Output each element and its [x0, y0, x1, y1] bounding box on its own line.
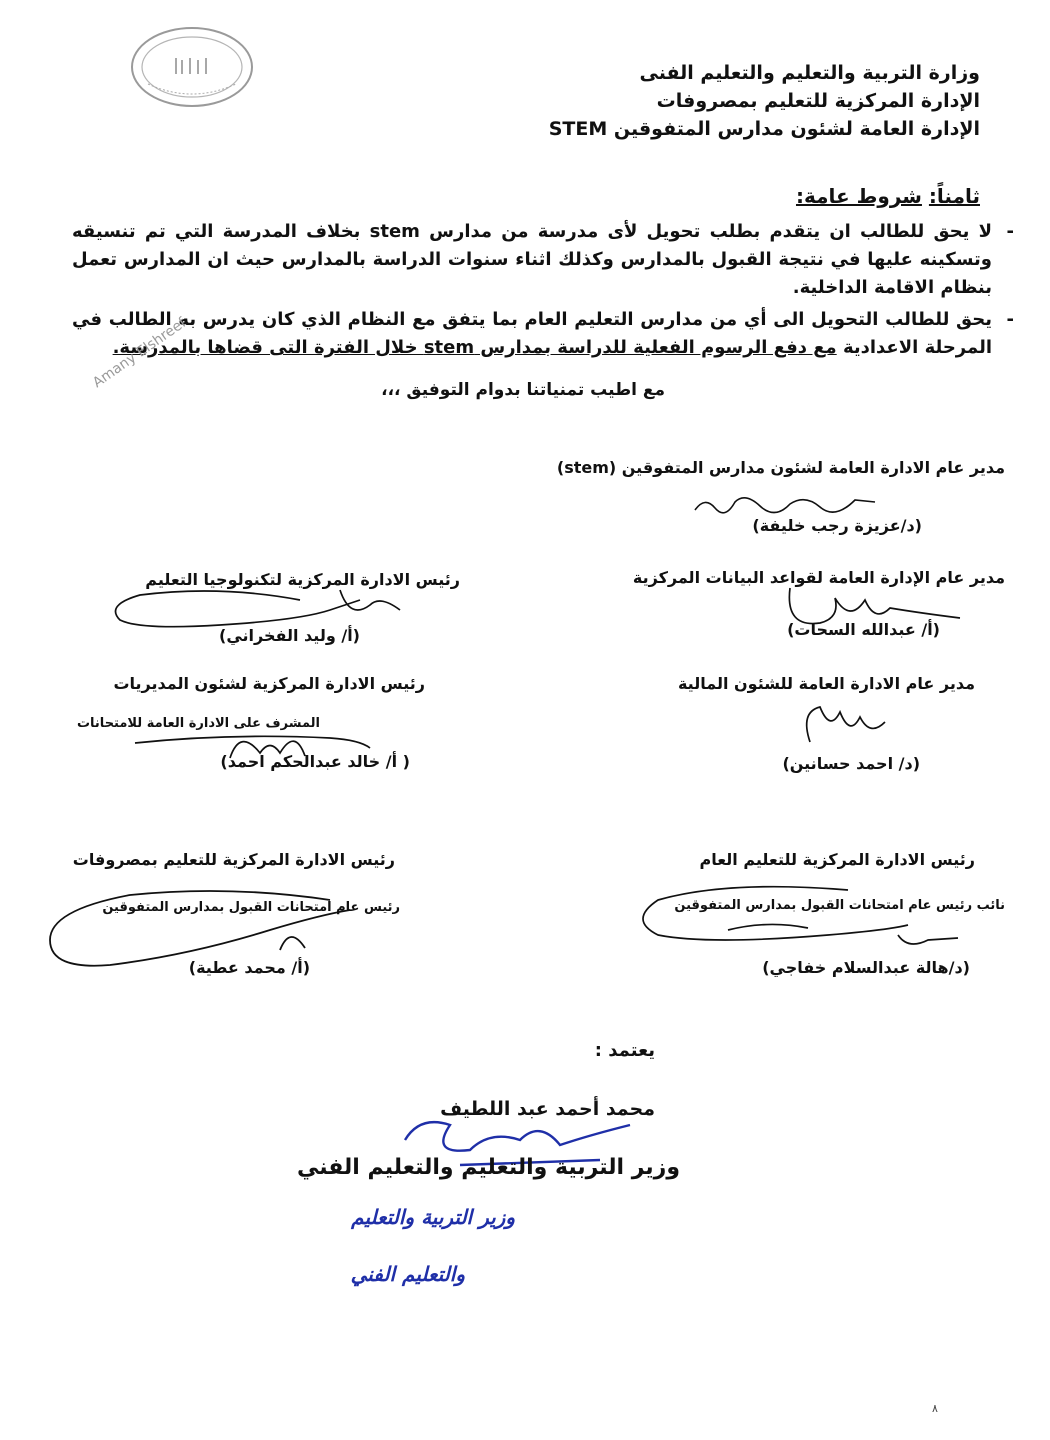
database-director-name: (أ/ عبدالله السحات) — [787, 620, 940, 639]
general-ed-head-subtitle: نائب رئيس عام امتحانات القبول بمدارس المتفوقين — [674, 898, 1005, 913]
condition-text-1: لا يحق للطالب ان يتقدم بطلب تحويل لأى مدرسة من مدارس stem بخلاف المدرسة التي تم تنسيقه وتسكينه عليها في نتيجة القبول بالمدارس وكذلك اثناء سنوات الدراسة بالمدارس حيث ان المدارس تعمل بنظام الاقامة الداخلية. — [72, 221, 992, 298]
condition-text-2-underlined: مع دفع الرسوم الفعلية للدراسة بمدارس stem خلال الفترة التى قضاها بالمدرسة. — [112, 337, 837, 358]
minister-stamp-line-1: وزير التربية والتعليم — [351, 1205, 515, 1229]
approval-label: يعتمد : — [594, 1040, 655, 1061]
header-ministry: وزارة التربية والتعليم والتعليم الفنى — [639, 62, 980, 84]
header-central-admin: الإدارة المركزية للتعليم بمصروفات — [656, 90, 980, 112]
paid-ed-head-name: (أ/ محمد عطية) — [188, 958, 310, 977]
general-ed-head-name: (د/هالة عبدالسلام خفاجي) — [762, 958, 970, 977]
minister-stamp-line-2: والتعليم الفني — [350, 1262, 465, 1286]
page-number: ٨ — [932, 1402, 938, 1415]
condition-paragraph-2 — [72, 306, 1014, 362]
handwritten-signature-icon — [628, 880, 1008, 960]
header-general-admin: الإدارة العامة لشئون مدارس المتفوقين STEM — [548, 118, 980, 140]
condition-text-2: يحق للطالب التحويل الى أي من مدارس التعليم العام بما يتفق مع النظام الذي كان يدرس به الطالب في المرحلة الاعدادية — [72, 309, 992, 358]
minister-title: وزير التربية والتعليم والتعليم الفني — [296, 1155, 680, 1180]
bullet-dash: - — [1006, 221, 1014, 242]
finance-director-title: مدير عام الادارة العامة للشئون المالية — [677, 674, 975, 693]
paid-ed-head-subtitle: رئيس عام امتحانات القبول بمدارس المتفوقين — [102, 900, 400, 915]
condition-paragraph-1 — [72, 218, 1014, 302]
stem-director-title: مدير عام الادارة العامة لشئون مدارس المتفوقين (stem) — [556, 458, 1005, 477]
database-director-title: مدير عام الإدارة العامة لقواعد البيانات المركزية — [632, 568, 1005, 587]
directorates-head-title: رئيس الادارة المركزية لشئون المديريات — [113, 674, 425, 693]
section-heading — [796, 184, 980, 208]
paid-ed-head-title: رئيس الادارة المركزية للتعليم بمصروفات — [72, 850, 395, 869]
handwritten-signature-icon — [790, 692, 900, 752]
stem-director-name: (د/عزيزة رجب خليفة) — [752, 516, 922, 535]
tech-head-name: (أ/ وليد الفخراني) — [219, 626, 360, 645]
handwritten-signature-icon — [690, 488, 880, 518]
directorates-head-name: ( أ/ خالد عبدالحكم احمد) — [220, 752, 410, 771]
bullet-dash: - — [1006, 309, 1014, 330]
finance-director-name: (د/ احمد حسانين) — [782, 754, 920, 773]
watermark: Amany Elshreef — [90, 314, 190, 392]
section-title: شروط عامة: — [795, 184, 922, 208]
ministry-seal-icon — [128, 24, 256, 110]
minister-name: محمد أحمد عبد اللطيف — [440, 1098, 655, 1120]
general-ed-head-title: رئيس الادارة المركزية للتعليم العام — [699, 850, 975, 869]
closing-greeting: مع اطيب تمنياتنا بدوام التوفيق ،،، — [381, 380, 665, 400]
section-number: ثامناً: — [928, 184, 980, 208]
tech-head-title: رئيس الادارة المركزية لتكنولوجيا التعليم — [145, 570, 460, 589]
directorates-head-subtitle: المشرف على الادارة العامة للامتحانات — [76, 716, 320, 731]
